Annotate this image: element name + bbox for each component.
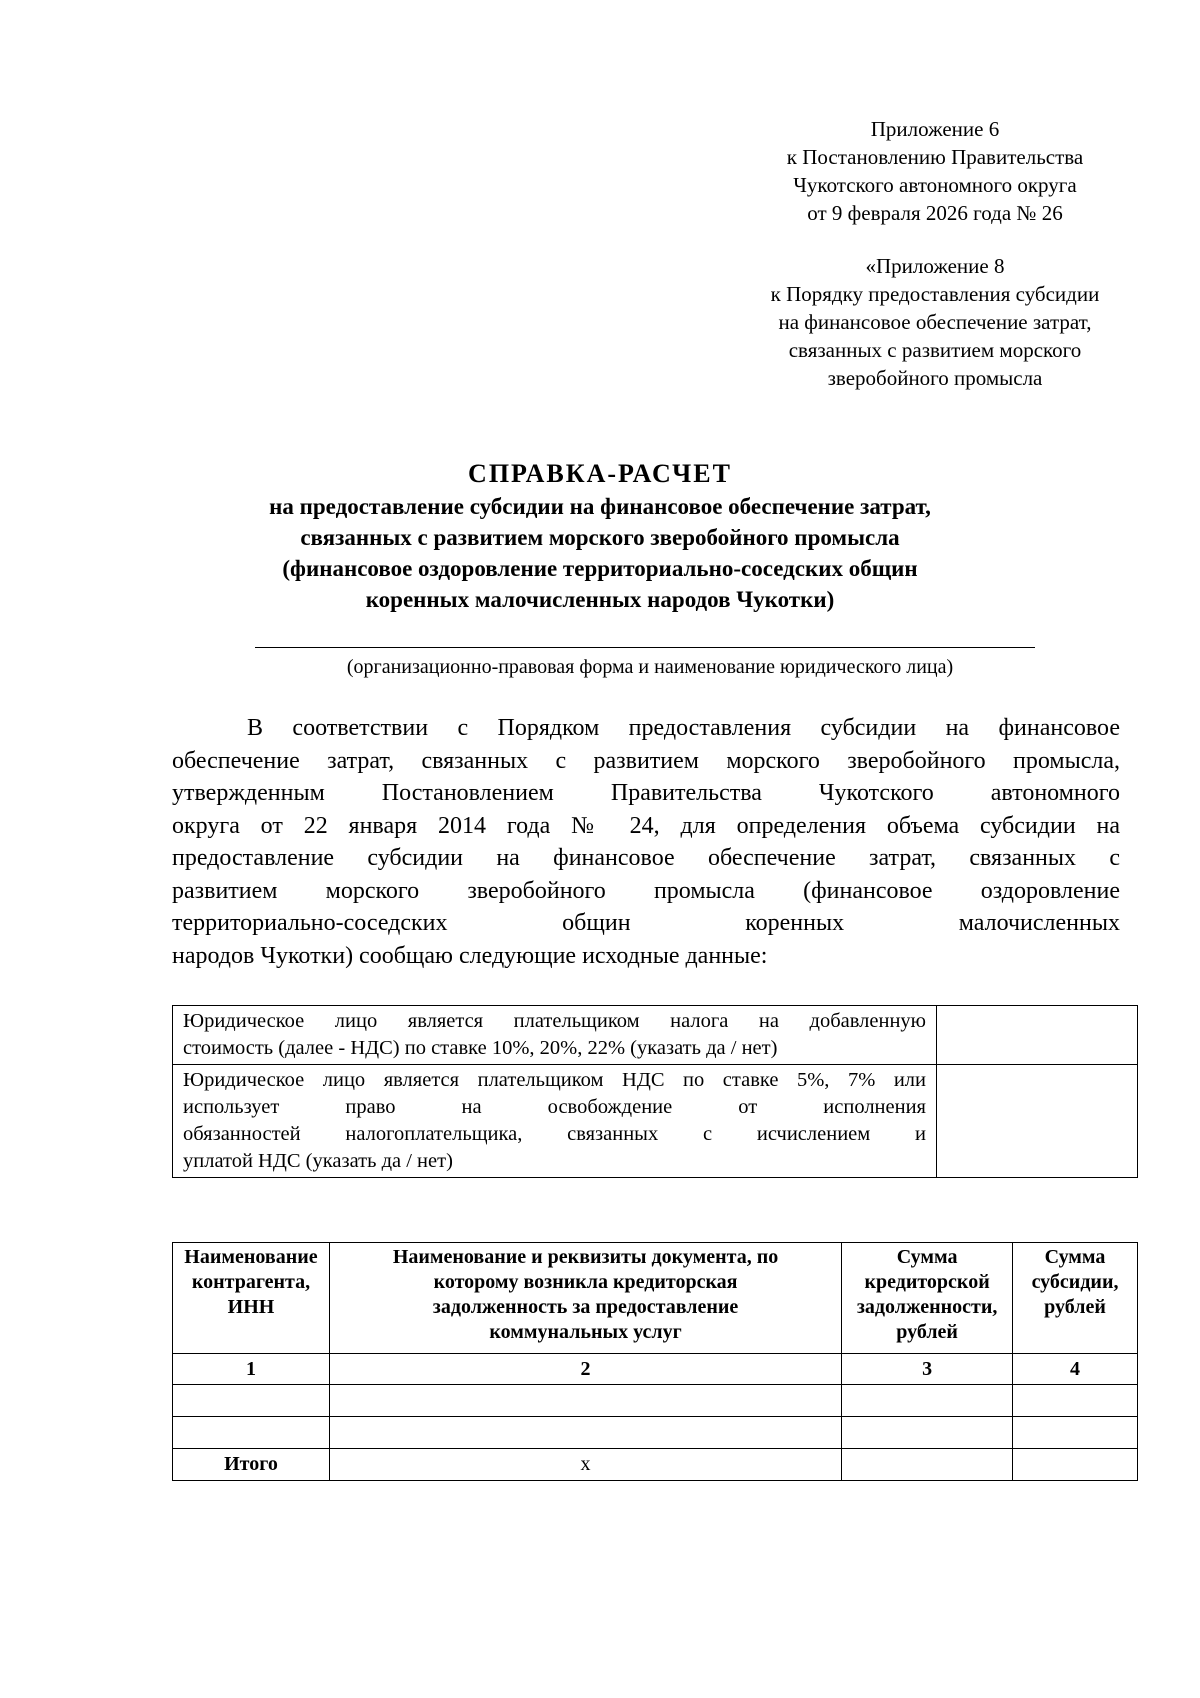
appendix-6-line: Приложение 6 (870, 117, 1000, 141)
body-line: развитием морского зверобойного промысла (финансовое оздоровление (172, 877, 1120, 904)
table-header-row (173, 1243, 1138, 1354)
header-line: контрагента, (191, 1271, 311, 1293)
appendix-8-line: к Порядку предоставления субсидии (770, 282, 1100, 306)
header-line: Сумма (1044, 1246, 1106, 1268)
appendix-6-line: от 9 февраля 2026 года № 26 (807, 201, 1063, 225)
nds-question-line: обязанностей налогоплательщика, связанных с исчислением и (183, 1123, 926, 1145)
org-name-blank-line[interactable] (255, 647, 1035, 648)
table-cell[interactable] (173, 1417, 330, 1449)
appendix-6-line: Чукотского автономного округа (793, 173, 1077, 197)
nds-question-cell (173, 1006, 937, 1065)
appendix-8-line: связанных с развитием морского (788, 338, 1082, 362)
table-cell[interactable] (329, 1417, 841, 1449)
body-line: округа от 22 января 2014 года № 24, для определения объема субсидии на (172, 812, 1120, 839)
table-cell[interactable] (1013, 1417, 1138, 1449)
header-line: которому возникла кредиторская (433, 1271, 738, 1293)
title-sub-line: на предоставление субсидии на финансовое обеспечение затрат, (269, 494, 931, 519)
title-main: СПРАВКА-РАСЧЕТ (468, 459, 732, 488)
nds-question-line: Юридическое лицо является плательщиком НДС по ставке 5%, 7% или (183, 1069, 926, 1091)
nds-question-line: использует право на освобождение от исполнения (183, 1096, 926, 1118)
nds-question-line: Юридическое лицо является плательщиком налога на добавленную (183, 1010, 926, 1032)
table-row (173, 1065, 1138, 1178)
header-line: кредиторской (864, 1271, 990, 1293)
header-line: рублей (1044, 1296, 1106, 1318)
total-debt-cell[interactable] (842, 1449, 1013, 1481)
header-subsidy-amount (1013, 1243, 1138, 1354)
appendix-8-header (690, 252, 1180, 392)
appendix-6-header (700, 115, 1170, 227)
appendix-8-line: на финансовое обеспечение затрат, (778, 310, 1092, 334)
table-cell[interactable] (329, 1385, 841, 1417)
column-number: 3 (842, 1354, 1013, 1385)
nds-question-cell (173, 1065, 937, 1178)
body-line: народов Чукотки) сообщаю следующие исходные данные: (172, 942, 768, 969)
table-row (173, 1006, 1138, 1065)
header-line: Сумма (896, 1246, 958, 1268)
appendix-8-line: зверобойного промысла (827, 366, 1043, 390)
header-counterparty (173, 1243, 330, 1354)
header-line: рублей (896, 1321, 958, 1343)
table-cell[interactable] (842, 1385, 1013, 1417)
header-line: Наименование и реквизиты документа, по (392, 1246, 779, 1268)
table-row (173, 1417, 1138, 1449)
total-label: Итого (173, 1449, 330, 1481)
body-line: В соответствии с Порядком предоставления субсидии на финансовое (247, 715, 1120, 741)
nds-answer-cell[interactable] (937, 1065, 1138, 1178)
nds-answer-cell[interactable] (937, 1006, 1138, 1065)
total-document-cell: х (329, 1449, 841, 1481)
column-number: 2 (329, 1354, 841, 1385)
body-line: предоставление субсидии на финансовое обеспечение затрат, связанных с (172, 845, 1120, 871)
header-line: коммунальных услуг (489, 1321, 682, 1343)
nds-question-line: уплатой НДС (указать да / нет) (183, 1150, 453, 1172)
appendix-8-line: «Приложение 8 (865, 254, 1005, 278)
table-cell[interactable] (842, 1417, 1013, 1449)
body-line: обеспечение затрат, связанных с развитием морского зверобойного промысла, (172, 747, 1120, 774)
nds-status-table (172, 1005, 1138, 1178)
header-line: задолженности, (856, 1296, 998, 1318)
title-sub-line: (финансовое оздоровление территориально-соседских общин (282, 556, 918, 581)
table-row (173, 1385, 1138, 1417)
table-cell[interactable] (1013, 1385, 1138, 1417)
org-name-caption: (организационно-правовая форма и наименование юридического лица) (346, 656, 954, 678)
body-line: территориально-соседских общин коренных малочисленных (172, 910, 1120, 936)
header-document (329, 1243, 841, 1354)
document-title (150, 457, 1050, 615)
column-number-row (173, 1354, 1138, 1385)
header-line: ИНН (227, 1296, 275, 1318)
column-number: 1 (173, 1354, 330, 1385)
table-cell[interactable] (173, 1385, 330, 1417)
total-subsidy-cell[interactable] (1013, 1449, 1138, 1481)
title-sub-line: связанных с развитием морского зверобойного промысла (300, 525, 900, 550)
header-line: задолженность за предоставление (432, 1296, 739, 1318)
body-paragraph (172, 712, 1120, 972)
total-row (173, 1449, 1138, 1481)
nds-question-line: стоимость (далее - НДС) по ставке 10%, 20%, 22% (указать да / нет) (183, 1037, 778, 1059)
header-debt-amount (842, 1243, 1013, 1354)
column-number: 4 (1013, 1354, 1138, 1385)
debt-calculation-table (172, 1242, 1138, 1481)
appendix-6-line: к Постановлению Правительства (786, 145, 1084, 169)
body-line: утвержденным Постановлением Правительства Чукотского автономного (172, 780, 1120, 806)
header-line: субсидии, (1031, 1271, 1119, 1293)
header-line: Наименование (184, 1246, 318, 1268)
title-sub-line: коренных малочисленных народов Чукотки) (365, 587, 835, 612)
